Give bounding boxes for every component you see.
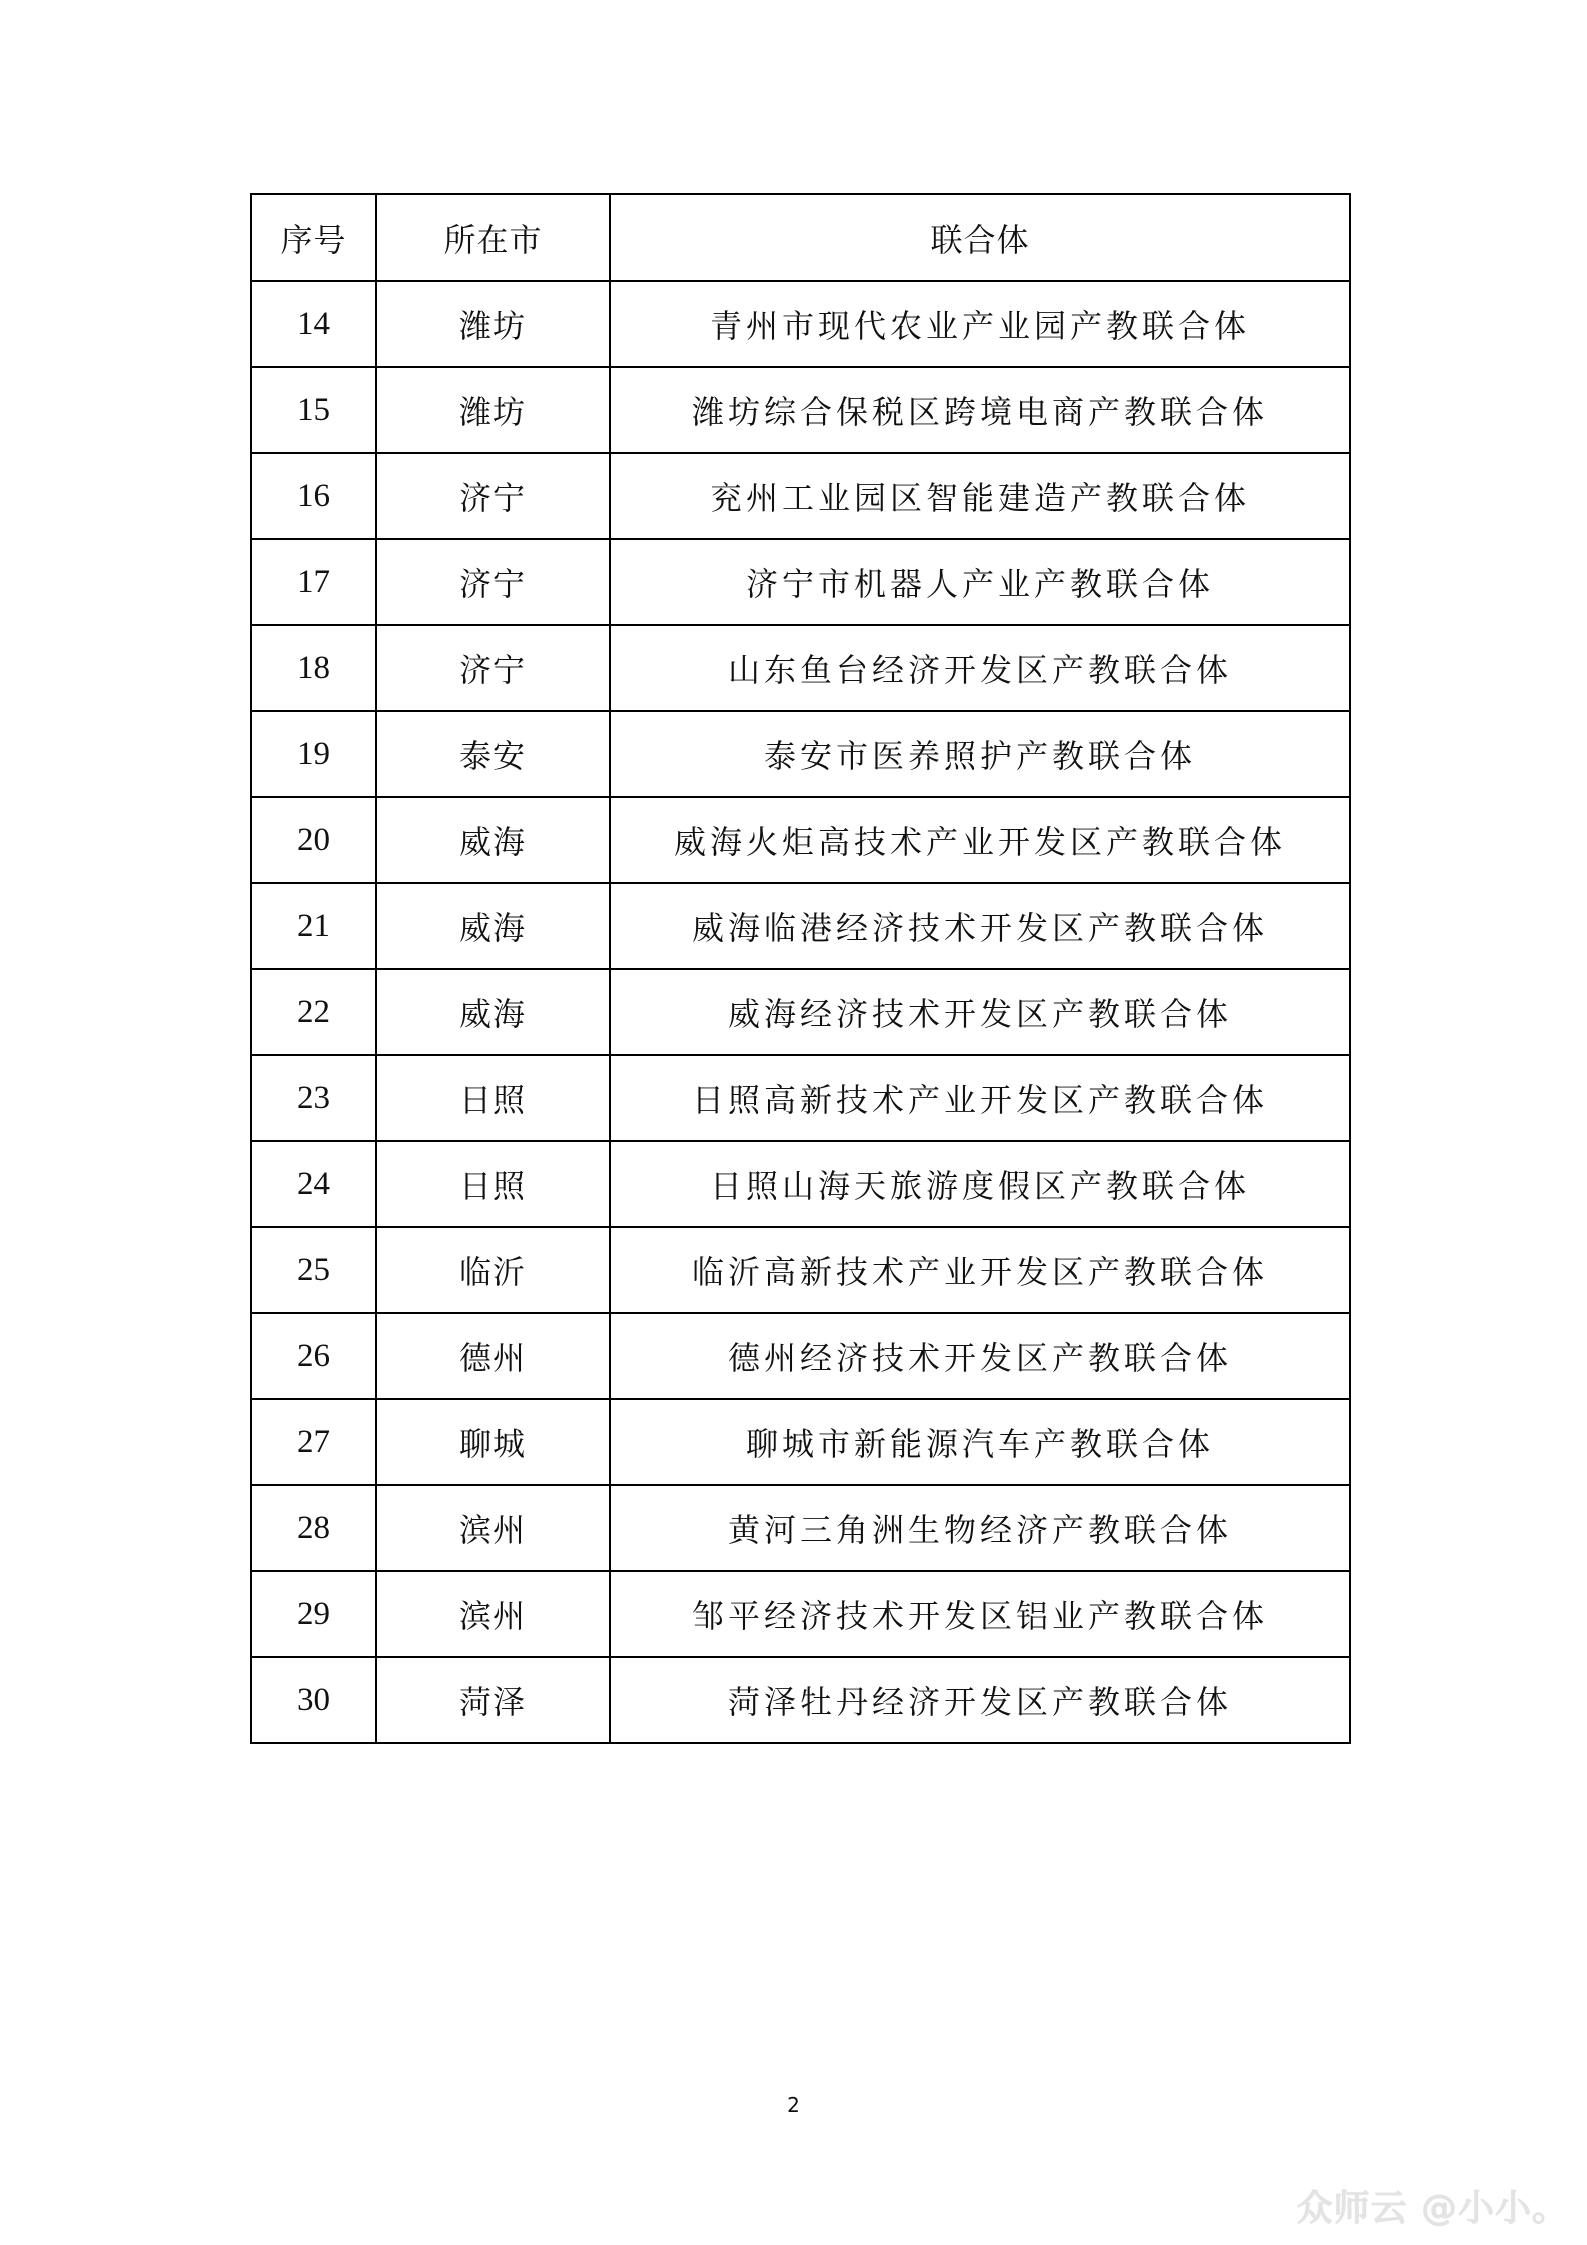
cell-alliance-name: 青州市现代农业产业园产教联合体	[610, 281, 1350, 367]
cell-serial-number: 22	[251, 969, 376, 1055]
cell-serial-number: 29	[251, 1571, 376, 1657]
cell-city: 威海	[376, 969, 610, 1055]
cell-alliance-name: 威海经济技术开发区产教联合体	[610, 969, 1350, 1055]
cell-serial-number: 17	[251, 539, 376, 625]
cell-serial-number: 23	[251, 1055, 376, 1141]
cell-serial-number: 18	[251, 625, 376, 711]
cell-city: 日照	[376, 1055, 610, 1141]
cell-serial-number: 28	[251, 1485, 376, 1571]
cell-serial-number: 25	[251, 1227, 376, 1313]
cell-serial-number: 21	[251, 883, 376, 969]
cell-city: 威海	[376, 797, 610, 883]
cell-city: 威海	[376, 883, 610, 969]
cell-serial-number: 19	[251, 711, 376, 797]
page-number: 2	[787, 2093, 800, 2117]
cell-city: 滨州	[376, 1571, 610, 1657]
cell-alliance-name: 山东鱼台经济开发区产教联合体	[610, 625, 1350, 711]
cell-alliance-name: 济宁市机器人产业产教联合体	[610, 539, 1350, 625]
table-row	[251, 1571, 1350, 1657]
table-row	[251, 625, 1350, 711]
table-row	[251, 1485, 1350, 1571]
table-row	[251, 539, 1350, 625]
cell-serial-number: 27	[251, 1399, 376, 1485]
cell-city: 日照	[376, 1141, 610, 1227]
cell-city: 济宁	[376, 539, 610, 625]
cell-alliance-name: 德州经济技术开发区产教联合体	[610, 1313, 1350, 1399]
table-row	[251, 1657, 1350, 1743]
cell-serial-number: 16	[251, 453, 376, 539]
cell-alliance-name: 邹平经济技术开发区铝业产教联合体	[610, 1571, 1350, 1657]
cell-alliance-name: 威海火炬高技术产业开发区产教联合体	[610, 797, 1350, 883]
table-row	[251, 1399, 1350, 1485]
cell-city: 济宁	[376, 453, 610, 539]
header-city: 所在市	[376, 194, 610, 281]
cell-city: 泰安	[376, 711, 610, 797]
cell-alliance-name: 日照山海天旅游度假区产教联合体	[610, 1141, 1350, 1227]
table-row	[251, 711, 1350, 797]
cell-city: 潍坊	[376, 367, 610, 453]
cell-serial-number: 15	[251, 367, 376, 453]
header-serial-number: 序号	[251, 194, 376, 281]
table-row	[251, 883, 1350, 969]
cell-serial-number: 30	[251, 1657, 376, 1743]
header-alliance-name: 联合体	[610, 194, 1350, 281]
table-row	[251, 281, 1350, 367]
table-row	[251, 1141, 1350, 1227]
table-row	[251, 367, 1350, 453]
cell-alliance-name: 潍坊综合保税区跨境电商产教联合体	[610, 367, 1350, 453]
cell-alliance-name: 威海临港经济技术开发区产教联合体	[610, 883, 1350, 969]
cell-alliance-name: 泰安市医养照护产教联合体	[610, 711, 1350, 797]
cell-city: 滨州	[376, 1485, 610, 1571]
cell-city: 潍坊	[376, 281, 610, 367]
table-header-row	[251, 194, 1350, 281]
alliance-table	[250, 193, 1351, 1744]
cell-alliance-name: 黄河三角洲生物经济产教联合体	[610, 1485, 1350, 1571]
cell-alliance-name: 临沂高新技术产业开发区产教联合体	[610, 1227, 1350, 1313]
table-row	[251, 969, 1350, 1055]
cell-alliance-name: 菏泽牡丹经济开发区产教联合体	[610, 1657, 1350, 1743]
table-row	[251, 453, 1350, 539]
cell-city: 菏泽	[376, 1657, 610, 1743]
table-row	[251, 1055, 1350, 1141]
cell-serial-number: 20	[251, 797, 376, 883]
cell-alliance-name: 兖州工业园区智能建造产教联合体	[610, 453, 1350, 539]
table-row	[251, 797, 1350, 883]
watermark: 众师云 @小小。	[1296, 2188, 1569, 2229]
table-row	[251, 1313, 1350, 1399]
cell-serial-number: 14	[251, 281, 376, 367]
cell-city: 临沂	[376, 1227, 610, 1313]
cell-alliance-name: 聊城市新能源汽车产教联合体	[610, 1399, 1350, 1485]
cell-city: 聊城	[376, 1399, 610, 1485]
cell-city: 济宁	[376, 625, 610, 711]
cell-alliance-name: 日照高新技术产业开发区产教联合体	[610, 1055, 1350, 1141]
cell-serial-number: 26	[251, 1313, 376, 1399]
cell-serial-number: 24	[251, 1141, 376, 1227]
cell-city: 德州	[376, 1313, 610, 1399]
table-row	[251, 1227, 1350, 1313]
